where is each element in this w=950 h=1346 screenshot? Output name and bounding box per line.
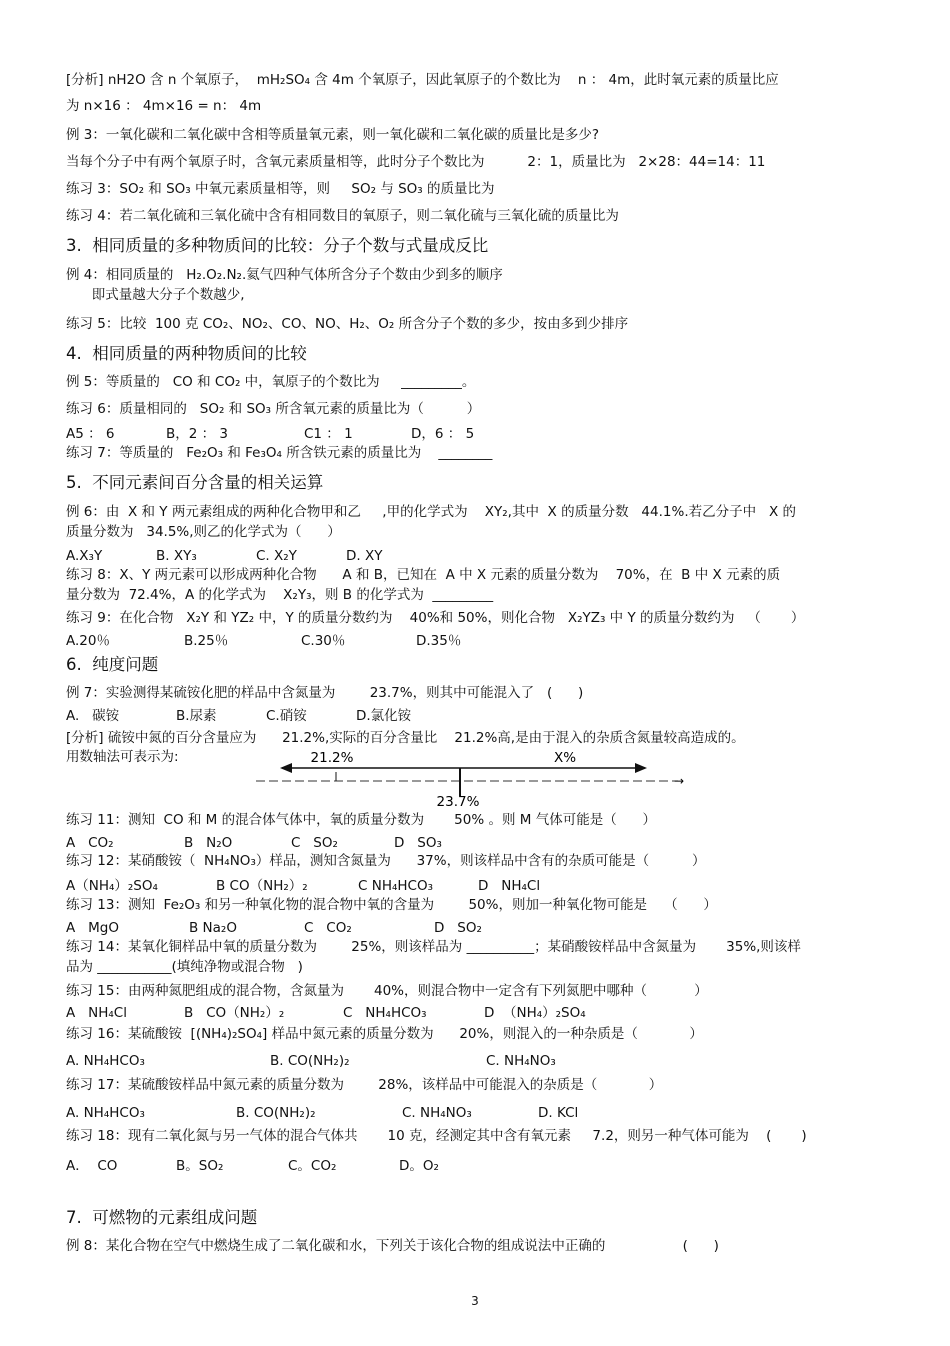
- option-row: [66, 877, 890, 895]
- option-b: B.25％: [184, 633, 229, 649]
- option-a: A. NH₄HCO₃: [66, 1053, 145, 1069]
- option-b: B CO（NH₂）₂: [216, 878, 308, 894]
- option-row: [66, 547, 890, 565]
- number-line-left-label: 21.2%: [310, 750, 354, 766]
- option-b: B N₂O: [184, 835, 233, 851]
- option-c: C。CO₂: [288, 1158, 337, 1174]
- text-line: 练习 14：某氧化铜样品中氧的质量分数为 25%，则该样品为 __________；某硝酸铵样品中含氮量为 35%,则该样: [66, 939, 801, 955]
- option-b: B. CO(NH₂)₂: [270, 1053, 350, 1069]
- text-line: 例 5：等质量的 CO 和 CO₂ 中，氧原子的个数比为 _________。: [66, 374, 476, 390]
- number-line-right-label: X%: [553, 750, 577, 766]
- option-b: B。SO₂: [176, 1158, 224, 1174]
- option-row: [66, 1004, 890, 1022]
- option-d: D. XY: [346, 548, 383, 564]
- option-b: B. XY₃: [156, 548, 197, 564]
- text-line: 即式量越大分子个数越少,: [66, 287, 245, 303]
- option-d: D.氯化铵: [356, 708, 412, 724]
- number-line-diagram: [250, 748, 700, 810]
- option-a: A． CO: [66, 1158, 118, 1174]
- option-a: A CO₂: [66, 835, 114, 851]
- option-c: C NH₄HCO₃: [358, 878, 433, 894]
- option-c: C NH₄HCO₃: [343, 1005, 427, 1021]
- option-c: C. X₂Y: [256, 548, 297, 564]
- option-b: B CO（NH₂）₂: [184, 1005, 285, 1021]
- option-row: [66, 919, 890, 937]
- text-line: 练习 3：SO₂ 和 SO₃ 中氧元素质量相等，则 SO₂ 与 SO₃ 的质量比为: [66, 181, 495, 197]
- page-number: 3: [471, 1294, 479, 1308]
- option-b: B.尿素: [176, 708, 217, 724]
- option-a: A. 碳铵: [66, 708, 120, 724]
- option-d: D SO₃: [394, 835, 442, 851]
- option-d: D NH₄Cl: [478, 878, 541, 894]
- text-line: 练习 12：某硝酸铵（ NH₄NO₃）样品，测知含氮量为 37%，则该样品中含有的杂质可能是（ ）: [66, 853, 706, 869]
- option-row: [66, 834, 890, 852]
- option-a: A NH₄Cl: [66, 1005, 127, 1021]
- option-d: D SO₂: [434, 920, 482, 936]
- text-line: 练习 15：由两种氮肥组成的混合物，含氮量为 40%，则混合物中一定含有下列氮肥中哪种（ ）: [66, 983, 708, 999]
- section-heading: 7. 可燃物的元素组成问题: [66, 1208, 258, 1227]
- option-row: [66, 425, 890, 443]
- text-line: 例 4：相同质量的 H₂.O₂.N₂.氦气四种气体所含分子个数由少到多的顺序: [66, 267, 503, 283]
- option-c: C. NH₄NO₃: [486, 1053, 556, 1069]
- text-line: 量分数为 72.4%，A 的化学式为 X₂Y₃，则 B 的化学式为 _________: [66, 587, 494, 603]
- text-line: 练习 8：X、Y 两元素可以形成两种化合物 A 和 B，已知在 A 中 X 元素的质量分数为 70%，在 B 中 X 元素的质: [66, 567, 781, 583]
- option-c: C CO₂: [304, 920, 352, 936]
- option-d: D，6 ： 5: [411, 426, 475, 442]
- section-heading: 6. 纯度问题: [66, 655, 159, 674]
- option-a: A MgO: [66, 920, 119, 936]
- text-line: 练习 16：某硫酸铵 [(NH₄)₂SO₄] 样品中氮元素的质量分数为 20%，则混入的一种杂质是（ ）: [66, 1026, 703, 1042]
- option-a: A.X₃Y: [66, 548, 103, 564]
- text-line: 质量分数为 34.5%,则乙的化学式为（ ）: [66, 524, 341, 540]
- option-a: A. NH₄HCO₃: [66, 1105, 145, 1121]
- option-c: C. NH₄NO₃: [402, 1105, 472, 1121]
- text-line: 例 3：一氧化碳和二氧化碳中含相等质量氧元素，则一氧化碳和二氧化碳的质量比是多少?: [66, 127, 600, 143]
- option-row: [66, 1157, 890, 1175]
- section-heading: 3. 相同质量的多种物质间的比较：分子个数与式量成反比: [66, 236, 489, 255]
- text-line: 例 8：某化合物在空气中燃烧生成了二氧化碳和水，下列关于该化合物的组成说法中正确的 ( ): [66, 1238, 719, 1254]
- text-line: 例 7：实验测得某硫铵化肥的样品中含氮量为 23.7%，则其中可能混入了 ( ): [66, 685, 584, 701]
- text-line: 练习 7：等质量的 Fe₂O₃ 和 Fe₃O₄ 所含铁元素的质量比为 ________: [66, 445, 493, 461]
- text-line: [分析] 硫铵中氮的百分含量应为 21.2%,实际的百分含量比 21.2%高,是由于混入的杂质含氮量较高造成的。: [66, 730, 745, 746]
- text-line: 练习 6：质量相同的 SO₂ 和 SO₃ 所含氧元素的质量比为（ ）: [66, 401, 481, 417]
- option-row: [66, 632, 890, 650]
- option-row: [66, 1052, 890, 1070]
- range-arrow-right-head: [635, 763, 647, 773]
- option-d: D （NH₄）₂SO₄: [484, 1005, 586, 1021]
- text-line: 练习 9：在化合物 X₂Y 和 YZ₂ 中，Y 的质量分数约为 40%和 50%，则化合物 X₂YZ₃ 中 Y 的质量分数约为 （ ）: [66, 610, 805, 626]
- number-line-bottom-label: 23.7%: [436, 794, 480, 810]
- text-line: 品为 ___________(填纯净物或混合物 ): [66, 959, 303, 975]
- text-line: 用数轴法可表示为:: [66, 749, 179, 765]
- text-line: 练习 13：测知 Fe₂O₃ 和另一种氧化物的混合物中氧的含量为 50%，则加一种氧化物可能是 （ ）: [66, 897, 717, 913]
- section-heading: 4. 相同质量的两种物质间的比较: [66, 344, 307, 363]
- option-d: D。O₂: [399, 1158, 439, 1174]
- option-d: D.35％: [416, 633, 462, 649]
- option-b: B，2 ： 3: [166, 426, 229, 442]
- option-row: [66, 707, 890, 725]
- axis-arrow-icon: →: [674, 774, 685, 788]
- text-line: [分析] nH2O 含 n 个氧原子， mH₂SO₄ 含 4m 个氧原子，因此氧原子的个数比为 n ： 4m，此时氧元素的质量比应: [66, 72, 779, 88]
- range-arrow-left-head: [280, 763, 292, 773]
- option-b: B. CO(NH₂)₂: [236, 1105, 316, 1121]
- text-line: 练习 5：比较 100 克 CO₂、NO₂、CO、NO、H₂、O₂ 所含分子个数的多少，按由多到少排序: [66, 316, 629, 332]
- section-heading: 5. 不同元素间百分含量的相关运算: [66, 473, 324, 492]
- text-line: 练习 17：某硫酸铵样品中氮元素的质量分数为 28%，该样品中可能混入的杂质是（ ）: [66, 1077, 663, 1093]
- option-c: C SO₂: [291, 835, 338, 851]
- option-a: A（NH₄）₂SO₄: [66, 878, 158, 894]
- text-line: 练习 11：测知 CO 和 M 的混合体气体中，氧的质量分数为 50% 。则 M 气体可能是（ ）: [66, 812, 656, 828]
- text-line: 为 n×16 ： 4m×16 = n： 4m: [66, 98, 262, 114]
- text-line: 当每个分子中有两个氧原子时，含氧元素质量相等，此时分子个数比为 2：1，质量比为 2×28：44=14：11: [66, 154, 766, 170]
- option-a: A.20％: [66, 633, 110, 649]
- option-row: [66, 1104, 890, 1122]
- text-line: 练习 4：若二氧化硫和三氧化硫中含有相同数目的氧原子，则二氧化硫与三氧化硫的质量比为: [66, 208, 619, 224]
- option-a: A5 ： 6: [66, 426, 115, 442]
- option-c: C.30％: [301, 633, 346, 649]
- option-c: C.硝铵: [266, 708, 307, 724]
- text-line: 练习 18：现有二氧化氮与另一气体的混合气体共 10 克，经测定其中含有氧元素 7.2，则另一种气体可能为 ( ): [66, 1128, 807, 1144]
- text-line: 例 6：由 X 和 Y 两元素组成的两种化合物甲和乙 ,甲的化学式为 XY₂,其中 X 的质量分数 44.1%.若乙分子中 X 的: [66, 504, 797, 520]
- option-d: D. KCl: [538, 1105, 579, 1121]
- option-c: C1 ： 1: [304, 426, 353, 442]
- option-b: B Na₂O: [189, 920, 237, 936]
